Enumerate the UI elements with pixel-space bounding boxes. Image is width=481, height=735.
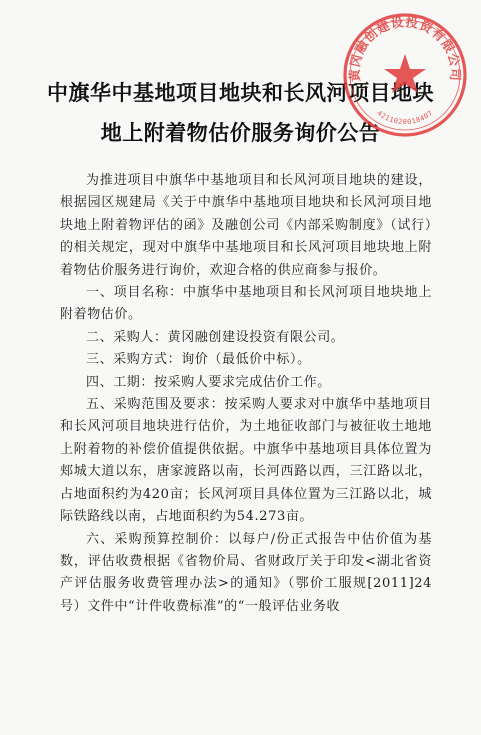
seal-company-name: 黄冈融创建设投资有限公司 [346,14,464,83]
paragraph-project-name: 一、项目名称：中旗华中基地项目和长风河项目地块地上附着物估价。 [60,285,432,323]
paragraph-schedule: 四、工期：按采购人要求完成估价工作。 [86,374,331,390]
company-seal [338,8,472,142]
document-title-line-2: 地上附着物估价服务询价公告 [100,120,381,145]
document-body [60,170,432,618]
seal-registration-number: 4211020018407 [375,109,435,127]
paragraph-budget: 六、采购预算控制价：以每户/份正式报告中估价值为基数，评估收费根据《省物价局、省财政厅关于印发<湖北省资产评估服务收费管理办法>的通知》（鄂价工服规[2011]24号）文件中“计件收费标准”的“一般评估业务收 [60,531,432,614]
paragraph-intro: 为推进项目中旗华中基地项目和长风河项目地块的建设，根据园区规建局《关于中旗华中基地项目地块和长风河项目地块地上附着物评估的函》及融创公司《内部采购制度》（试行）的相关规定，现对中旗华中基地项目和长风河项目地块地上附着物估价服务进行询价，欢迎合格的供应商参与报价。 [60,173,432,278]
paragraph-scope: 五、采购范围及要求：按采购人要求对中旗华中基地项目和长风河项目地块进行估价，为土地征收部门与被征收土地地上附着物的补偿价值提供依据。中旗华中基地项目具体位置为郏城大道以东，唐家渡路以南，长河西路以西，三江路以北，占地面积约为420亩；长风河项目具体位置为三江路以北，城际铁路线以南，占地面积约为54.273亩。 [60,397,432,525]
svg-text:4211020018407 [375,109,434,126]
paragraph-procurement-method: 三、采购方式：询价（最低价中标）。 [86,352,311,368]
document-title-line-1: 中旗华中基地项目地块和长风河项目地块 [47,80,434,105]
paragraph-purchaser: 二、采购人：黄冈融创建设投资有限公司。 [86,329,345,345]
